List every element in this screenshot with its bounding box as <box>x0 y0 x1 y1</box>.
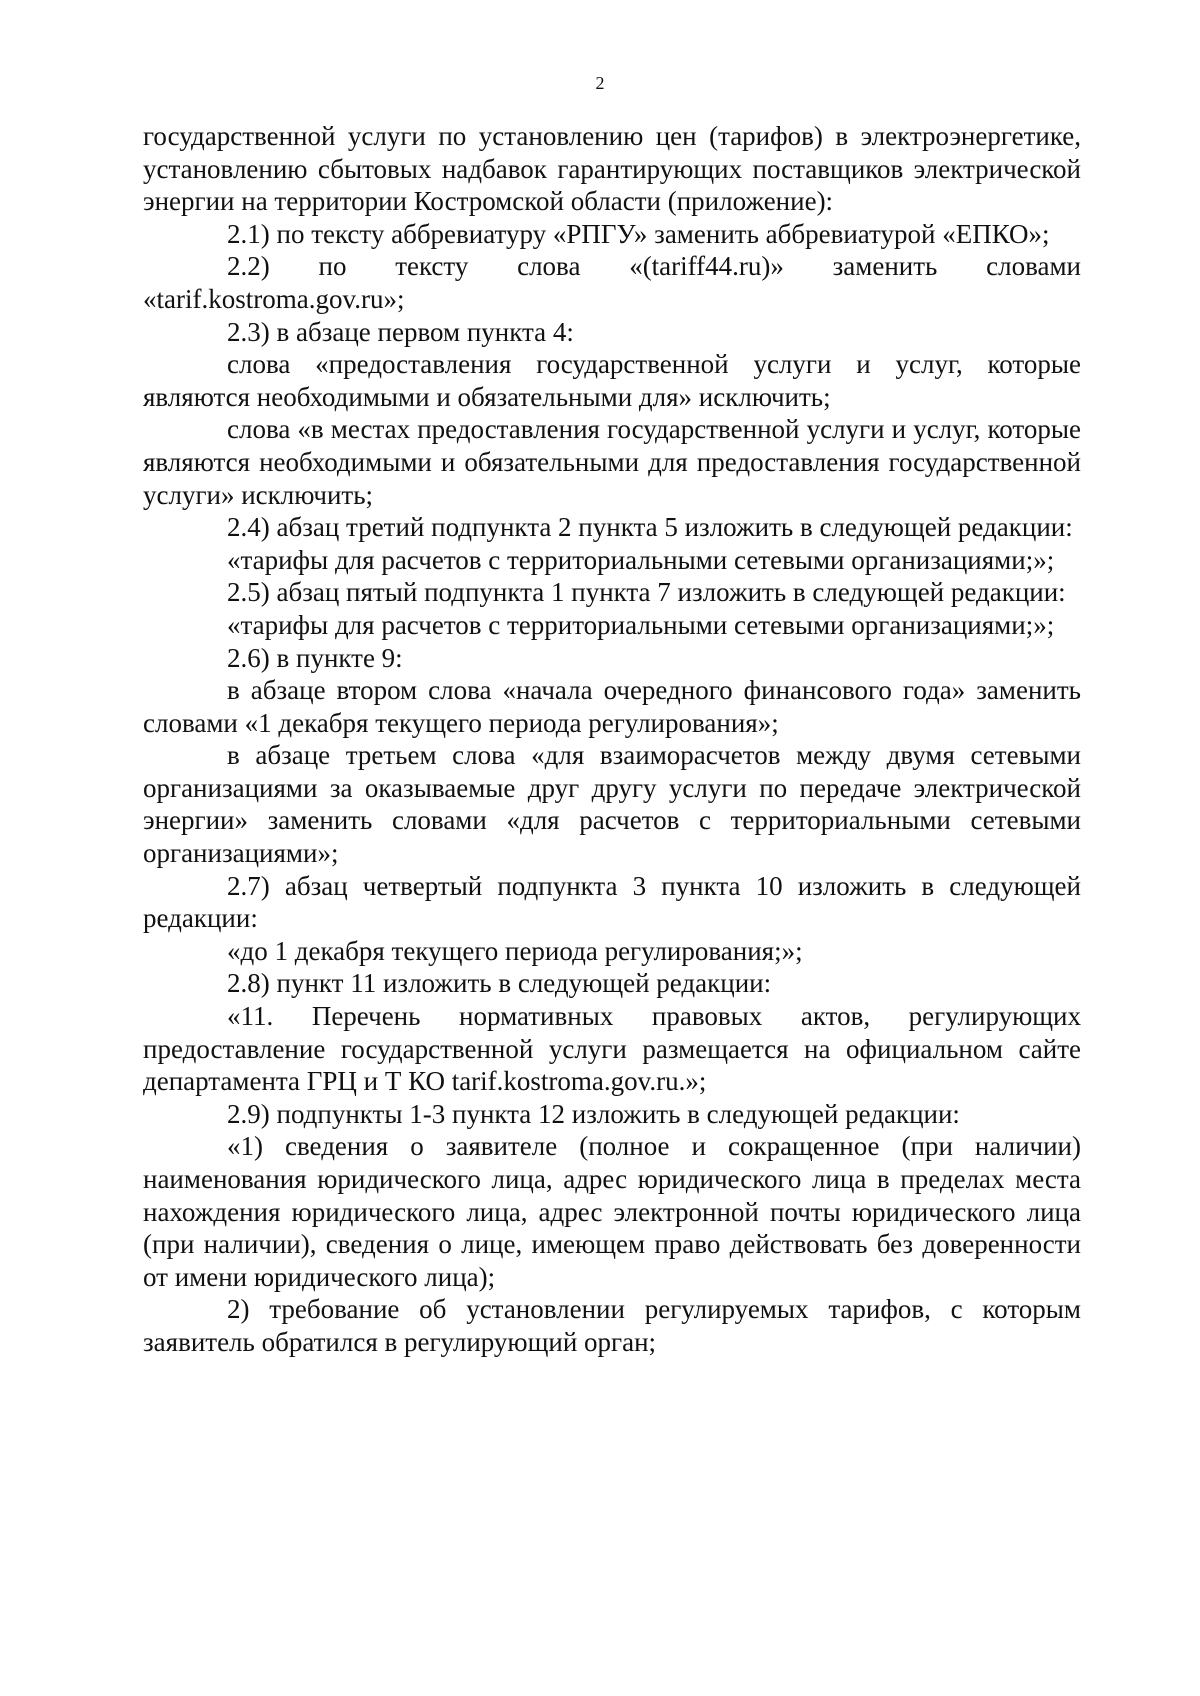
paragraph-item-2-6: 2.6) в пункте 9: <box>227 642 403 673</box>
paragraph-item-2-5: 2.5) абзац пятый подпункта 1 пункта 7 изложить в следующей редакции: <box>227 577 1066 608</box>
paragraph-item-2-6-b: в абзаце третьем слова «для взаиморасчетов между двумя сетевыми организациями за оказываемые друг другу услуги по передаче электрической энергии» заменить словами «для расчетов с территориальными сетевыми организациями»; <box>143 740 1081 869</box>
paragraph-item-2-5-quote: «тарифы для расчетов с территориальными сетевыми организациями;»; <box>227 609 1055 640</box>
paragraph-item-2-3-a: слова «предоставления государственной услуги и услуг, которые являются необходимыми и обязательными для» исключить; <box>143 349 1081 412</box>
paragraph-item-2-9: 2.9) подпункты 1-3 пункта 12 изложить в следующей редакции: <box>227 1098 960 1129</box>
paragraph-item-2-8-quote: «11. Перечень нормативных правовых актов, регулирующих предоставление государственной услуги размещается на официальном сайте департамента ГРЦ и Т КО tarif.kostroma.gov.ru.»; <box>143 1001 1081 1097</box>
paragraph-item-2-4: 2.4) абзац третий подпункта 2 пункта 5 изложить в следующей редакции: <box>227 512 1073 543</box>
paragraph-item-2-9-2: 2) требование об установлении регулируемых тарифов, с которым заявитель обратился в регулирующий орган; <box>143 1294 1081 1357</box>
paragraph-item-2-7: 2.7) абзац четвертый подпункта 3 пункта 10 изложить в следующей редакции: <box>143 870 1081 934</box>
page-number: 2 <box>595 73 605 93</box>
paragraph-item-2-1: 2.1) по тексту аббревиатуру «РПГУ» заменить аббревиатурой «ЕПКО»; <box>227 218 1050 249</box>
paragraph-item-2-3-b: слова «в местах предоставления государственной услуги и услуг, которые являются необходимыми и обязательными для предоставления государственной услуги» исключить; <box>143 414 1081 510</box>
paragraph-item-2-7-quote: «до 1 декабря текущего периода регулирования;»; <box>227 935 803 966</box>
paragraph-item-2-4-quote: «тарифы для расчетов с территориальными сетевыми организациями;»; <box>227 544 1055 575</box>
document-body <box>143 120 1081 1359</box>
paragraph-item-2-6-a: в абзаце втором слова «начала очередного финансового года» заменить словами «1 декабря текущего периода регулирования»; <box>143 675 1081 738</box>
paragraph-intro: государственной услуги по установлению цен (тарифов) в электроэнергетике, установлению сбытовых надбавок гарантирующих поставщиков электрической энергии на территории Костромской области (приложение): <box>143 121 1081 217</box>
paragraph-item-2-9-1: «1) сведения о заявителе (полное и сокращенное (при наличии) наименования юридического лица, адрес юридического лица в пределах места нахождения юридического лица, адрес электронной почты юридического лица (при наличии), сведения о лице, имеющем право действовать без доверенности от имени юридического лица); <box>143 1131 1081 1292</box>
paragraph-item-2-3: 2.3) в абзаце первом пункта 4: <box>227 316 574 347</box>
paragraph-item-2-2: 2.2) по тексту слова «(tariff44.ru)» заменить словами «tarif.kostroma.gov.ru»; <box>143 251 1081 314</box>
paragraph-item-2-8: 2.8) пункт 11 изложить в следующей редакции: <box>227 968 772 999</box>
